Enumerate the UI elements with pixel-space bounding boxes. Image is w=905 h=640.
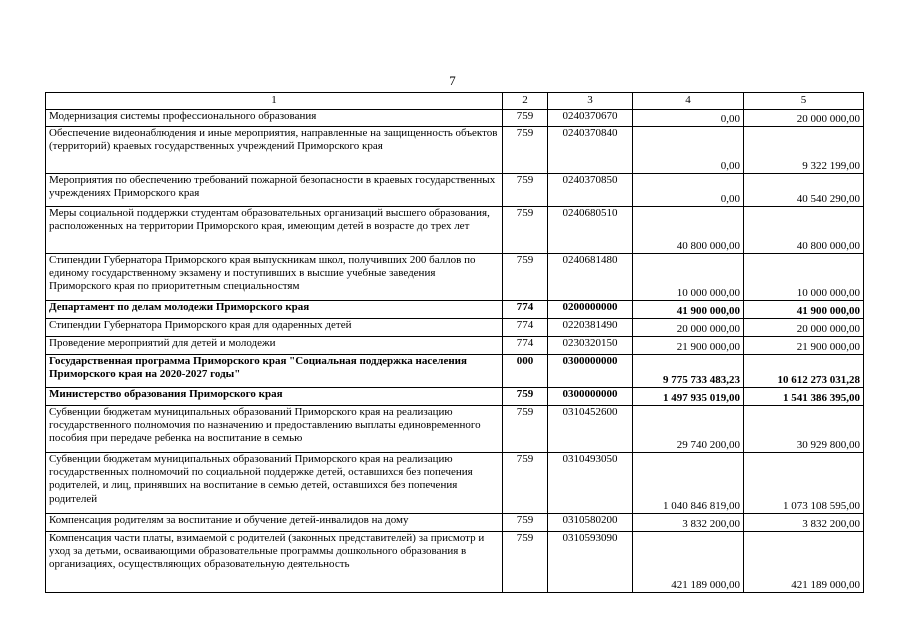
page-number: 7 xyxy=(449,73,456,88)
table-row xyxy=(46,453,864,514)
row-target-article: 0300000000 xyxy=(548,355,633,388)
row-amount-col4: 20 000 000,00 xyxy=(633,319,744,337)
row-code: 759 xyxy=(503,406,548,453)
row-amount-col4: 1 497 935 019,00 xyxy=(633,388,744,406)
row-target-article: 0310452600 xyxy=(548,406,633,453)
row-target-article: 0240681480 xyxy=(548,254,633,301)
row-amount-col5: 10 000 000,00 xyxy=(744,254,864,301)
row-code: 759 xyxy=(503,514,548,532)
row-target-article: 0200000000 xyxy=(548,301,633,319)
table-row xyxy=(46,174,864,207)
table-row xyxy=(46,337,864,355)
row-code: 759 xyxy=(503,532,548,593)
row-amount-col5: 1 541 386 395,00 xyxy=(744,388,864,406)
row-code: 774 xyxy=(503,337,548,355)
row-code: 759 xyxy=(503,388,548,406)
row-target-article: 0220381490 xyxy=(548,319,633,337)
row-target-article: 0310493050 xyxy=(548,453,633,514)
table-row xyxy=(46,301,864,319)
row-amount-col5: 3 832 200,00 xyxy=(744,514,864,532)
row-name: Стипендии Губернатора Приморского края для одаренных детей xyxy=(46,319,503,337)
row-amount-col4: 1 040 846 819,00 xyxy=(633,453,744,514)
row-amount-col4: 421 189 000,00 xyxy=(633,532,744,593)
row-amount-col5: 1 073 108 595,00 xyxy=(744,453,864,514)
row-name: Стипендии Губернатора Приморского края выпускникам школ, получивших 200 баллов по единому государственному экзамену и поступивших в высшие учебные заведения Приморского края по приоритетным специальностям xyxy=(46,254,503,301)
row-code: 759 xyxy=(503,174,548,207)
row-target-article: 0310580200 xyxy=(548,514,633,532)
row-code: 759 xyxy=(503,207,548,254)
table-row xyxy=(46,532,864,593)
row-name: Субвенции бюджетам муниципальных образований Приморского края на реализацию государственного полномочия по назначению и предоставлению выплаты единовременного пособия при передаче ребенка на воспитание в семью xyxy=(46,406,503,453)
table-row xyxy=(46,406,864,453)
row-amount-col5: 421 189 000,00 xyxy=(744,532,864,593)
table-row xyxy=(46,127,864,174)
row-amount-col4: 0,00 xyxy=(633,110,744,127)
row-amount-col4: 40 800 000,00 xyxy=(633,207,744,254)
row-name: Мероприятия по обеспечению требований пожарной безопасности в краевых государственных учреждениях Приморского края xyxy=(46,174,503,207)
row-target-article: 0310593090 xyxy=(548,532,633,593)
row-amount-col4: 0,00 xyxy=(633,127,744,174)
table-row xyxy=(46,514,864,532)
row-target-article: 0230320150 xyxy=(548,337,633,355)
row-name: Проведение мероприятий для детей и молодежи xyxy=(46,337,503,355)
row-amount-col4: 21 900 000,00 xyxy=(633,337,744,355)
row-amount-col5: 10 612 273 031,28 xyxy=(744,355,864,388)
header-cell-2: 2 xyxy=(503,93,548,110)
row-amount-col4: 9 775 733 483,23 xyxy=(633,355,744,388)
row-code: 759 xyxy=(503,127,548,174)
row-amount-col5: 40 540 290,00 xyxy=(744,174,864,207)
row-name: Компенсация родителям за воспитание и обучение детей-инвалидов на дому xyxy=(46,514,503,532)
table-row xyxy=(46,207,864,254)
table-row xyxy=(46,319,864,337)
row-amount-col4: 10 000 000,00 xyxy=(633,254,744,301)
row-amount-col4: 0,00 xyxy=(633,174,744,207)
row-code: 774 xyxy=(503,319,548,337)
row-name: Министерство образования Приморского края xyxy=(46,388,503,406)
budget-table xyxy=(45,92,864,593)
header-cell-1: 1 xyxy=(46,93,503,110)
row-name: Обеспечение видеонаблюдения и иные мероприятия, направленные на защищенность объектов (территорий) краевых государственных учреждений Приморского края xyxy=(46,127,503,174)
table-row xyxy=(46,254,864,301)
row-code: 774 xyxy=(503,301,548,319)
row-name: Меры социальной поддержки студентам образовательных организаций высшего образования, расположенных на территории Приморского края, имеющим детей в возрасте до трех лет xyxy=(46,207,503,254)
row-code: 759 xyxy=(503,254,548,301)
row-code: 000 xyxy=(503,355,548,388)
table-row xyxy=(46,388,864,406)
row-amount-col5: 40 800 000,00 xyxy=(744,207,864,254)
table-row xyxy=(46,110,864,127)
row-target-article: 0300000000 xyxy=(548,388,633,406)
row-code: 759 xyxy=(503,453,548,514)
row-amount-col5: 21 900 000,00 xyxy=(744,337,864,355)
header-cell-3: 3 xyxy=(548,93,633,110)
row-name: Государственная программа Приморского края "Социальная поддержка населения Приморского края на 2020-2027 годы" xyxy=(46,355,503,388)
row-amount-col5: 30 929 800,00 xyxy=(744,406,864,453)
row-amount-col5: 9 322 199,00 xyxy=(744,127,864,174)
row-target-article: 0240370850 xyxy=(548,174,633,207)
row-amount-col4: 41 900 000,00 xyxy=(633,301,744,319)
row-target-article: 0240370670 xyxy=(548,110,633,127)
header-cell-5: 5 xyxy=(744,93,864,110)
row-name: Субвенции бюджетам муниципальных образований Приморского края на реализацию государственных полномочий по социальной поддержке детей, оставшихся без попечения родителей, и лиц, принявших на воспитание в семью детей, оставшихся без попечения родителей xyxy=(46,453,503,514)
table-row xyxy=(46,355,864,388)
table-header-row xyxy=(46,93,864,110)
header-cell-4: 4 xyxy=(633,93,744,110)
row-amount-col5: 20 000 000,00 xyxy=(744,110,864,127)
row-target-article: 0240680510 xyxy=(548,207,633,254)
row-amount-col4: 3 832 200,00 xyxy=(633,514,744,532)
row-target-article: 0240370840 xyxy=(548,127,633,174)
row-name: Компенсация части платы, взимаемой с родителей (законных представителей) за присмотр и уход за детьми, осваивающими образовательные программы дошкольного образования в организациях, осуществляющих образовательную деятельность xyxy=(46,532,503,593)
row-amount-col4: 29 740 200,00 xyxy=(633,406,744,453)
row-name: Департамент по делам молодежи Приморского края xyxy=(46,301,503,319)
row-amount-col5: 20 000 000,00 xyxy=(744,319,864,337)
row-code: 759 xyxy=(503,110,548,127)
row-amount-col5: 41 900 000,00 xyxy=(744,301,864,319)
row-name: Модернизация системы профессионального образования xyxy=(46,110,503,127)
